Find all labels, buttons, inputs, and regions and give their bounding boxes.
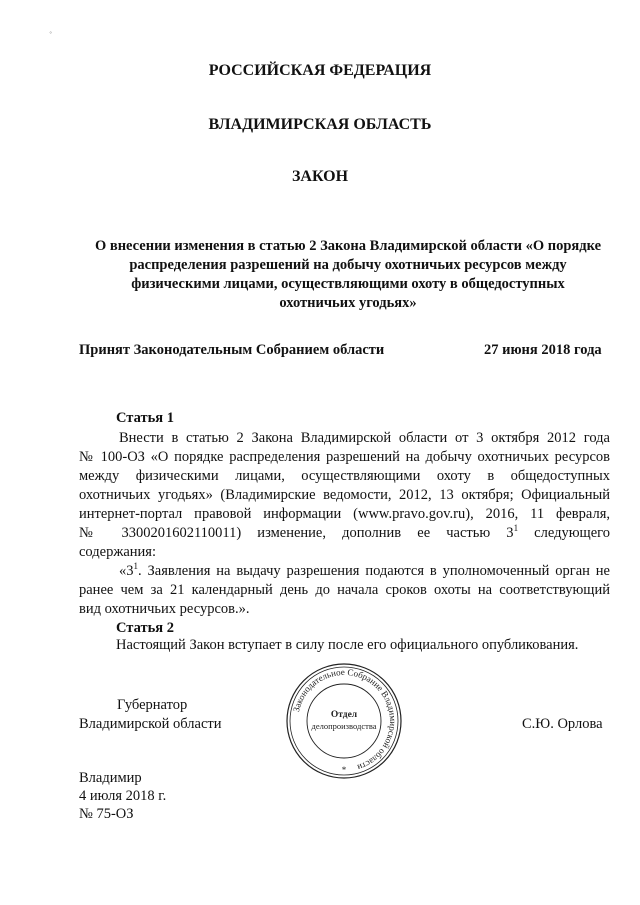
adopted-by: Принят Законодательным Собранием области (79, 342, 385, 358)
country-heading: РОССИЙСКАЯ ФЕДЕРАЦИЯ (208, 62, 432, 79)
quote-open: «3 (119, 563, 134, 579)
stamp-graphic (285, 662, 403, 780)
scan-mark: ˚ (49, 31, 53, 42)
article-1-line-6 (79, 524, 610, 543)
article-2-text: Настоящий Закон вступает в силу после его официального опубликования. (116, 637, 579, 653)
article-1-body (79, 429, 610, 619)
stamp-center-line-2: делопроизводства (311, 721, 377, 731)
article-1-heading: Статья 1 (116, 410, 174, 426)
article-1-line: интернет-портал правовой информации (www.pravo.gov.ru), 2016, 11 февраля, (79, 506, 610, 522)
signatory-name: С.Ю. Орлова (522, 716, 603, 732)
article-1-line-6-end: следующего (518, 525, 610, 541)
stamp-center-line-1: Отдел (330, 710, 358, 720)
article-1-line: Внести в статью 2 Закона Владимирской области от 3 октября 2012 года (119, 430, 610, 446)
region-heading: ВЛАДИМИРСКАЯ ОБЛАСТЬ (208, 116, 432, 133)
quote-text: . Заявления на выдачу разрешения подаются в уполномоченный орган не (138, 563, 610, 579)
article-1-line: содержания: (79, 544, 157, 560)
footer-city: Владимир (79, 770, 142, 786)
signatory-position-line-2: Владимирской области (79, 716, 222, 732)
adopted-date: 27 июня 2018 года (484, 342, 602, 358)
stamp-ring-path-text: Законодательное Собрание Владимирской области (290, 666, 399, 773)
article-1-line: № 100-ОЗ «О порядке распределения разрешений на добычу охотничьих ресурсов (79, 449, 610, 465)
article-2-heading: Статья 2 (116, 620, 174, 636)
article-1-line: охотничьих угодьях» (Владимирские ведомости, 2012, 13 октября; Официальный (79, 487, 610, 503)
law-title (78, 237, 618, 313)
law-title-line: охотничьих угодьях» (279, 295, 417, 311)
article-1-line-6-text: № 3300201602110011) изменение, дополнив ее частью 3 (79, 525, 514, 541)
official-stamp (285, 662, 403, 780)
law-title-line: О внесении изменения в статью 2 Закона Владимирской области «О порядке (94, 238, 602, 254)
footer-date: 4 июля 2018 г. (79, 788, 167, 804)
footer-number: № 75-ОЗ (79, 806, 134, 822)
document-type-heading: ЗАКОН (291, 168, 349, 185)
superscript: 1 (133, 561, 138, 572)
quoted-amendment-line: вид охотничьих ресурсов.». (79, 601, 250, 617)
law-title-line: распределения разрешений на добычу охотничьих ресурсов между (129, 257, 567, 273)
article-1-line: между физическими лицами, осуществляющими охоту в общедоступных (79, 468, 610, 484)
signatory-position-line-1: Губернатор (117, 697, 188, 713)
quoted-amendment-line: ранее чем за 21 календарный день до начала сроков охоты на соответствующий (79, 582, 610, 598)
law-title-line: физическими лицами, осуществляющими охоту в общедоступных (131, 276, 565, 292)
quoted-amendment-first-line (79, 562, 610, 581)
stamp-star: * (341, 765, 347, 775)
superscript: 1 (513, 523, 519, 534)
